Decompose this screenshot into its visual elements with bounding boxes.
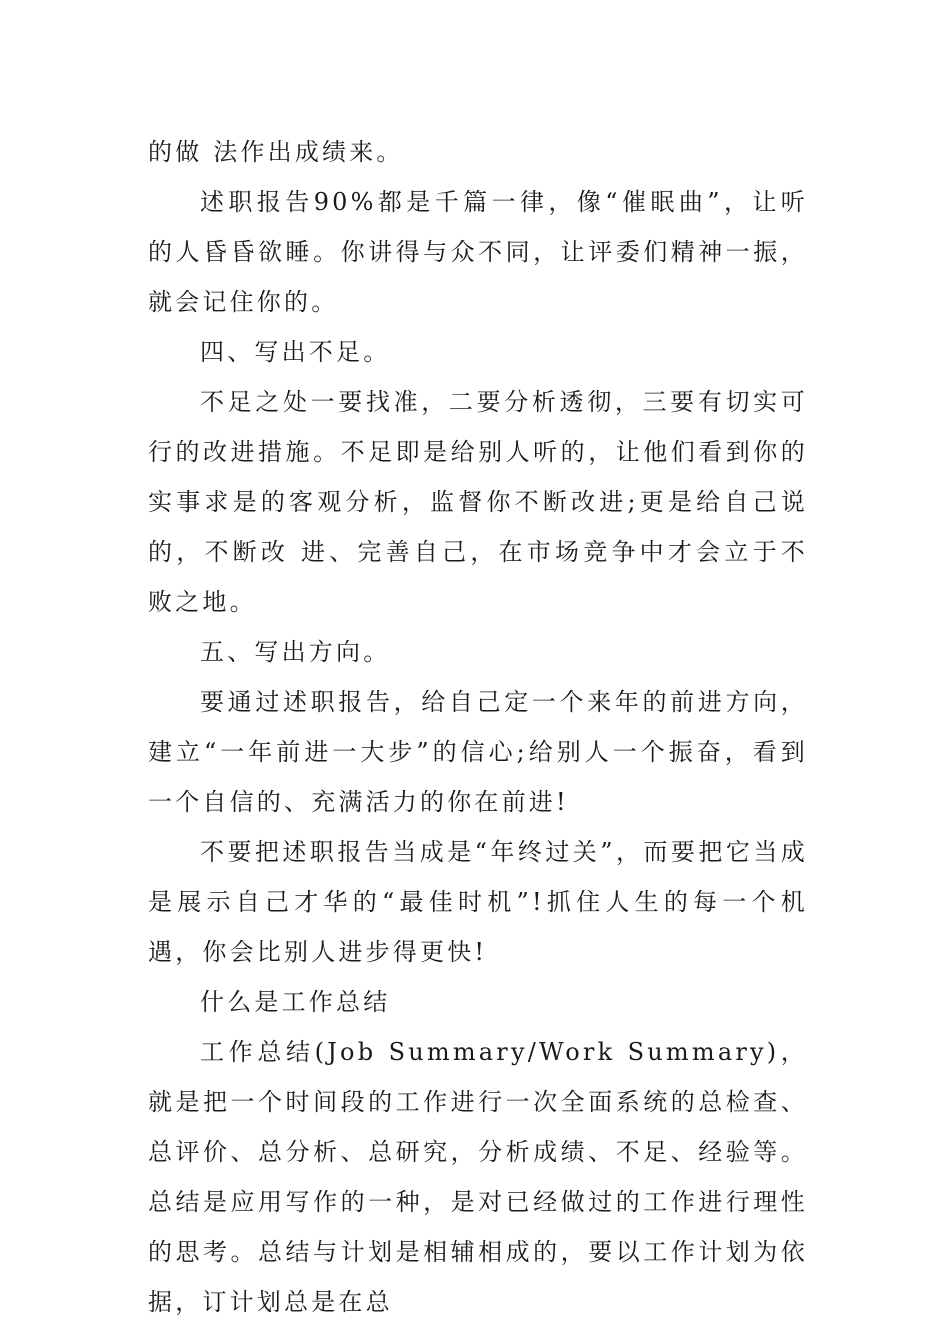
paragraph-report-uniqueness: 述职报告90%都是千篇一律，像“催眠曲”，让听的人昏昏欲睡。你讲得与众不同，让评委们精神一振，就会记住你的。: [148, 188, 808, 316]
paragraph-opportunity: 不要把述职报告当成是“年终过关”，而要把它当成是展示自己才华的“最佳时机”!抓住人生的每一个机遇，你会比别人进步得更快!: [148, 838, 808, 966]
paragraph-direction: 要通过述职报告，给自己定一个来年的前进方向，建立“一年前进一大步”的信心;给别人一个振奋，看到一个自信的、充满活力的你在前进!: [148, 688, 808, 816]
section-heading-work-summary: 什么是工作总结: [200, 988, 391, 1016]
paragraph-continuation: 的做 法作出成绩来。: [148, 138, 404, 166]
section-heading-direction: 五、写出方向。: [200, 638, 391, 666]
paragraph-work-summary-definition: 工作总结(Job Summary/Work Summary)，就是把一个时间段的工作进行一次全面系统的总检查、总评价、总分析、总研究，分析成绩、不足、经验等。总结是应用写作的一种，是对已经做过的工作进行理性的思考。总结与计划是相辅相成的，要以工作计划为依据，订计划总是在总: [148, 1038, 808, 1316]
section-heading-shortcomings: 四、写出不足。: [200, 338, 391, 366]
paragraph-shortcomings: 不足之处一要找准，二要分析透彻，三要有切实可行的改进措施。不足即是给别人听的，让他们看到你的实事求是的客观分析，监督你不断改进;更是给自己说的，不断改 进、完善自己，在市场竞争中才会立于不败之地。: [148, 388, 808, 616]
document-body: [148, 127, 808, 1327]
